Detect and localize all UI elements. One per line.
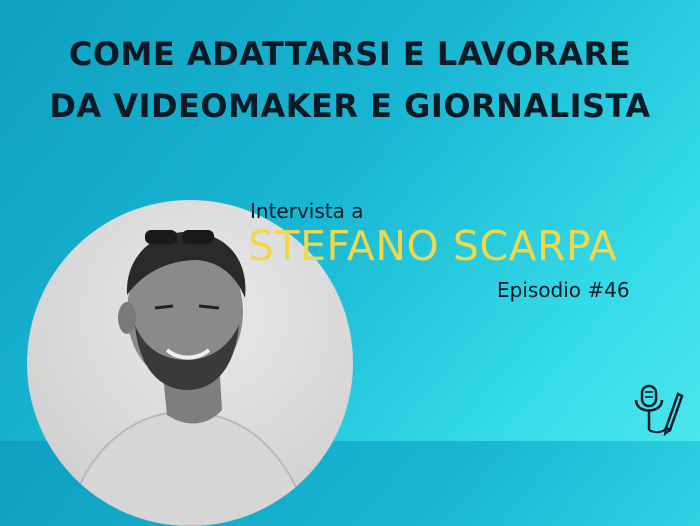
guest-name: STEFANO SCARPA [248,222,618,270]
episode-title [0,28,700,132]
title-line-2: DA VIDEOMAKER E GIORNALISTA [49,87,651,125]
interview-label: Intervista a [250,199,364,223]
title-line-1: COME ADATTARSI E LAVORARE [68,35,632,73]
microphone-pen-icon [626,380,686,436]
episode-number: Episodio #46 [497,278,630,302]
